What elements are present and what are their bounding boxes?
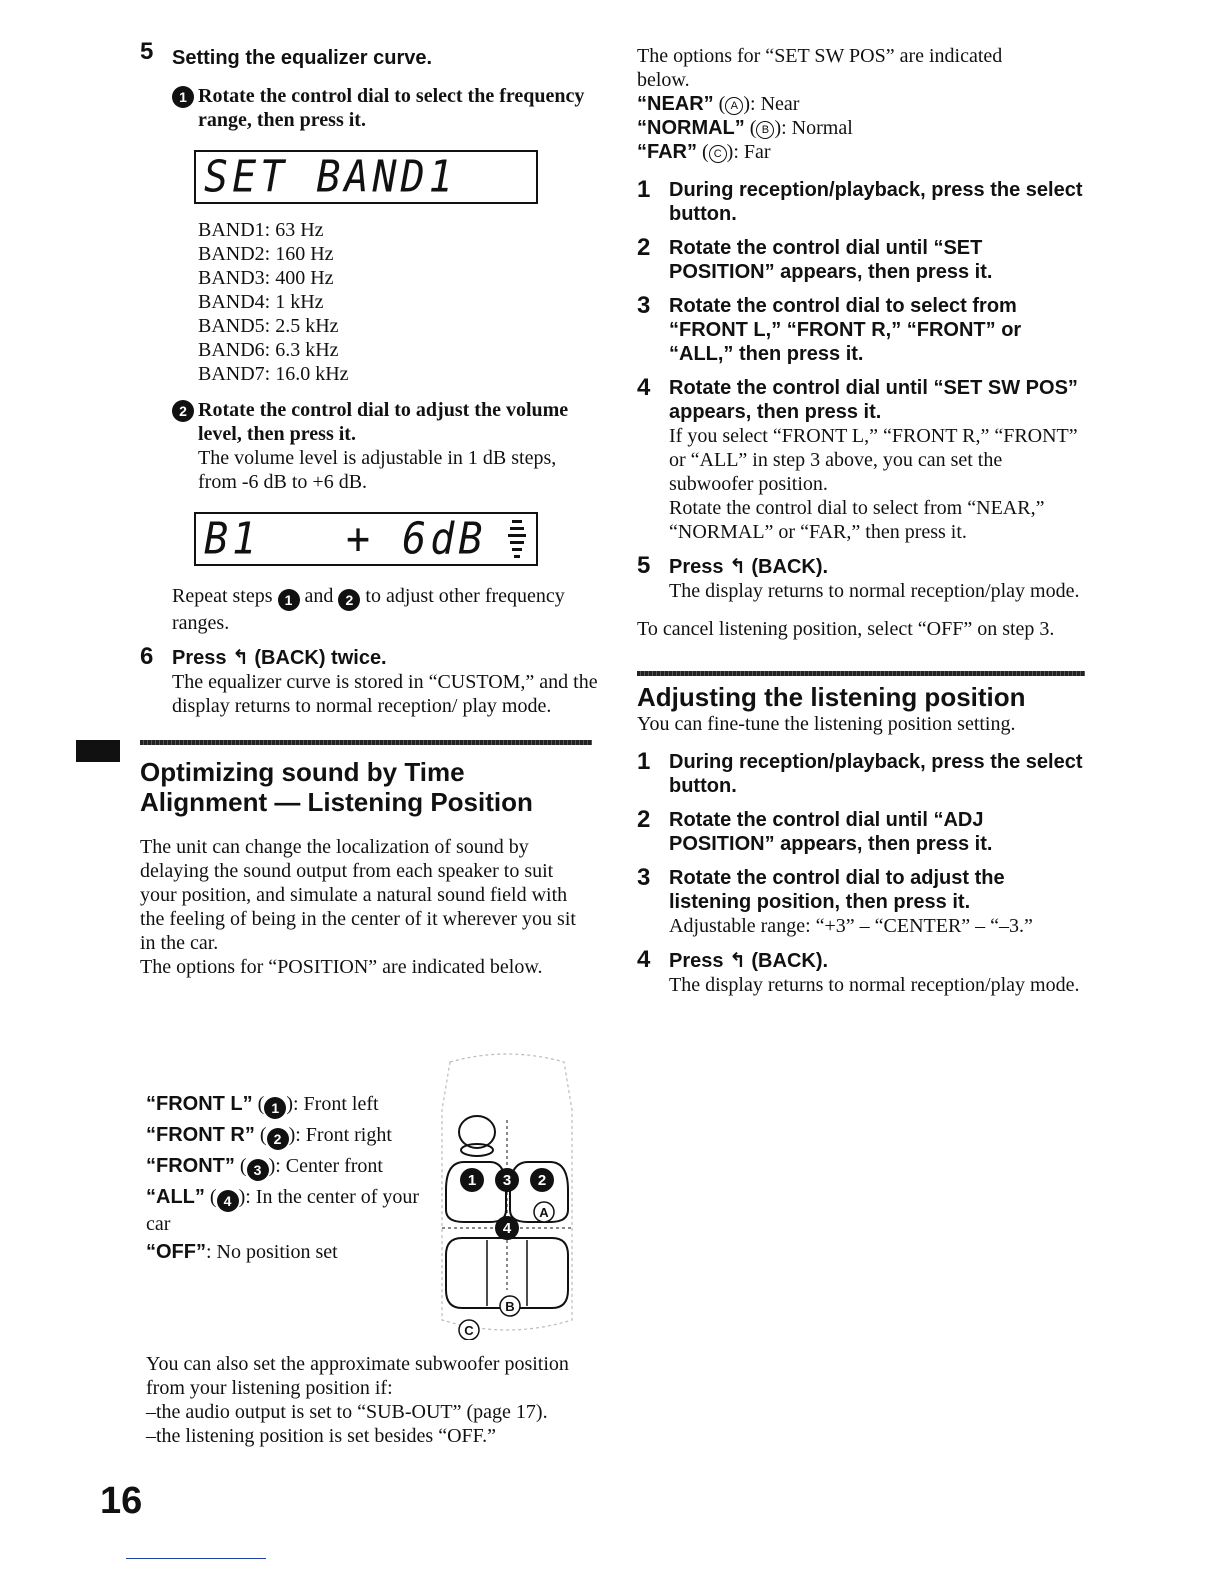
band-item: BAND4: 1 kHz [198,291,324,313]
adj-step-1 [637,750,1087,798]
option-key: “ALL” [146,1186,205,1208]
step-number: 1 [637,176,651,203]
svg-text:B: B [505,1299,515,1314]
option-desc: : Center front [275,1155,383,1177]
back-icon: ↰ [729,948,746,972]
substep-2-title: Rotate the control dial to adjust the volume level, then press it. [198,399,569,445]
diagram-badge-2 [530,1168,554,1192]
badge-c: C [709,145,727,163]
step-title: Rotate the control dial to select from “FRONT L,” “FRONT R,” “FRONT” or “ALL,” then press it. [669,295,1022,365]
option-desc: : In the center of your car [146,1186,420,1235]
badge-1: 1 [278,589,300,611]
badge-2: 2 [267,1128,289,1150]
swpos-key: “NORMAL” [637,117,745,139]
cancel-note: To cancel listening position, select “OFF” on step 3. [637,618,1055,640]
right-column [637,44,1087,997]
svg-text:1: 1 [467,1172,477,1189]
step-number: 1 [637,748,651,775]
right-step-1 [637,178,1087,226]
substep-2-badge: 2 [172,400,194,422]
badge-b: B [756,121,774,139]
swpos-desc: : Near [750,93,800,115]
option-key: “OFF” [146,1241,206,1263]
option-desc: : Front left [293,1093,379,1115]
diagram-badge-1 [460,1168,484,1192]
step-body: Adjustable range: “+3” – “CENTER” – “–3.” [669,915,1033,937]
repeat-text-and: and [304,585,334,607]
svg-text:2: 2 [537,1172,547,1189]
swpos-key: “FAR” [637,141,697,163]
adj-section-title: Adjusting the listening position [637,682,1026,712]
band-item: BAND2: 160 Hz [198,243,334,265]
svg-text:C: C [464,1323,474,1338]
option-desc: : No position set [206,1241,338,1263]
option-key: “FRONT L” [146,1093,253,1115]
step-number: 2 [637,234,651,261]
step-title: Rotate the control dial until “ADJ POSITION” appears, then press it. [669,809,993,855]
step-5 [140,40,600,635]
diagram-badge-3 [495,1168,519,1192]
step-title: During reception/playback, press the select button. [669,751,1083,797]
section-divider [637,671,1085,676]
eq-level-icon [502,514,532,564]
badge-2: 2 [338,589,360,611]
option-key: “FRONT” [146,1155,235,1177]
band-item: BAND5: 2.5 kHz [198,315,339,337]
swpos-near: “NEAR” ( A ): Near [637,93,800,115]
option-key: “FRONT R” [146,1124,255,1146]
option-front-r: “FRONT R” ( 2 ): Front right [146,1123,426,1150]
position-options [146,1092,426,1264]
section-body: The unit can change the localization of sound by delaying the sound output from each speaker to suit your position, and simulate a natural sound field with the feeling of being in the center of it wherever you sit in the car. [140,836,576,954]
band-list [198,218,600,386]
svg-text:4: 4 [502,1220,512,1237]
diagram-badge-4 [495,1216,519,1240]
adj-step-3 [637,866,1087,938]
left-column [140,38,600,1447]
step-number: 4 [637,374,651,401]
step-number: 2 [637,806,651,833]
option-front-l: “FRONT L” ( 1 ): Front left [146,1092,426,1119]
badge-1: 1 [264,1097,286,1119]
step-title: Setting the equalizer curve. [172,47,433,69]
step-title: Rotate the control dial until “SET SW POS” appears, then press it. [669,377,1078,423]
badge-3: 3 [247,1159,269,1181]
svg-text:3: 3 [502,1172,512,1189]
band-item: BAND1: 63 Hz [198,219,324,241]
step-title-b: (BACK). [751,950,829,972]
band-item: BAND7: 16.0 kHz [198,363,349,385]
subwoofer-note-block [146,1352,586,1448]
swpos-intro: The options for “SET SW POS” are indicated below. [637,45,1003,91]
right-step-3 [637,294,1087,366]
right-step-5 [637,554,1087,603]
step-title-b: (BACK) twice. [254,647,387,669]
step-title [172,645,600,670]
swpos-desc: : Normal [781,117,853,139]
repeat-note [172,584,600,635]
section-title: Optimizing sound by Time Alignment — Listening Position [140,757,533,817]
step-number: 3 [637,864,651,891]
options-intro: The options for “POSITION” are indicated below. [140,956,543,978]
step-body: The display returns to normal reception/play mode. [669,974,1080,996]
step-title [669,948,1087,973]
bullet-item: –the audio output is set to “SUB-OUT” (page 17). [146,1401,548,1423]
lcd-band-text: B1 [204,513,261,565]
step-title: During reception/playback, press the select button. [669,179,1083,225]
car-listening-position-diagram [432,1050,582,1340]
step-title-a: Press [669,950,724,972]
step-body: The equalizer curve is stored in “CUSTOM,” and the display returns to normal reception/ play mode. [172,671,598,717]
adj-intro: You can fine-tune the listening position setting. [637,713,1016,735]
svg-text:A: A [539,1205,549,1220]
step-title-a: Press [669,556,724,578]
diagram-badge-a [534,1202,554,1222]
step-title-b: (BACK). [751,556,829,578]
back-icon: ↰ [232,645,249,669]
back-icon: ↰ [729,554,746,578]
subwoofer-note: You can also set the approximate subwoofer position from your listening position if: [146,1353,569,1399]
badge-a: A [725,97,743,115]
swpos-far: “FAR” ( C ): Far [637,141,771,163]
adj-step-4 [637,948,1087,997]
adj-step-2 [637,808,1087,856]
substep-2-body: The volume level is adjustable in 1 dB steps, from -6 dB to +6 dB. [198,447,557,493]
step-number: 4 [637,946,651,973]
option-off [146,1240,426,1264]
substep-1-title: Rotate the control dial to select the frequency range, then press it. [198,85,585,131]
diagram-badge-c [459,1320,479,1340]
repeat-text-b: to adjust other frequency ranges. [172,585,565,634]
band-item: BAND6: 6.3 kHz [198,339,339,361]
step-title: Rotate the control dial to adjust the listening position, then press it. [669,867,1005,913]
step-body: If you select “FRONT L,” “FRONT R,” “FRONT” or “ALL” in step 3 above, you can set the subwoofer position. [669,425,1078,495]
lcd-text: SET BAND1 [204,151,457,203]
section-divider [140,740,592,745]
section-tab-marker [76,740,120,762]
repeat-text-a: Repeat steps [172,585,273,607]
step-number: 5 [637,552,651,579]
bullet-item: –the listening position is set besides “OFF.” [146,1425,497,1447]
page-number: 16 [100,1480,143,1522]
option-all: “ALL” ( 4 ): In the center of your car [146,1186,420,1235]
band-item: BAND3: 400 Hz [198,267,334,289]
option-desc: : Front right [295,1124,392,1146]
swpos-key: “NEAR” [637,93,714,115]
step-body: Rotate the control dial to select from “NEAR,” “NORMAL” or “FAR,” then press it. [669,497,1045,543]
step-6 [140,645,600,718]
step-title [669,554,1087,579]
right-step-2 [637,236,1087,284]
footer-line [126,1558,266,1559]
lcd-value-text: + 6dB [346,513,487,565]
step-title: Rotate the control dial until “SET POSITION” appears, then press it. [669,237,993,283]
substep-1-badge: 1 [172,86,194,108]
option-front: “FRONT” ( 3 ): Center front [146,1154,426,1181]
swpos-desc: : Far [733,141,771,163]
step-number: 3 [637,292,651,319]
right-step-4 [637,376,1087,544]
substep-1 [172,84,600,132]
step-number: 6 [140,643,154,670]
badge-4: 4 [217,1190,239,1212]
lcd-display-volume [194,512,538,566]
substep-2 [172,398,600,494]
step-number: 5 [140,38,154,65]
diagram-badge-b [500,1296,520,1316]
lcd-display-band [194,150,538,204]
step-title-a: Press [172,647,227,669]
step-body: The display returns to normal reception/play mode. [669,580,1080,602]
swpos-normal: “NORMAL” ( B ): Normal [637,117,853,139]
